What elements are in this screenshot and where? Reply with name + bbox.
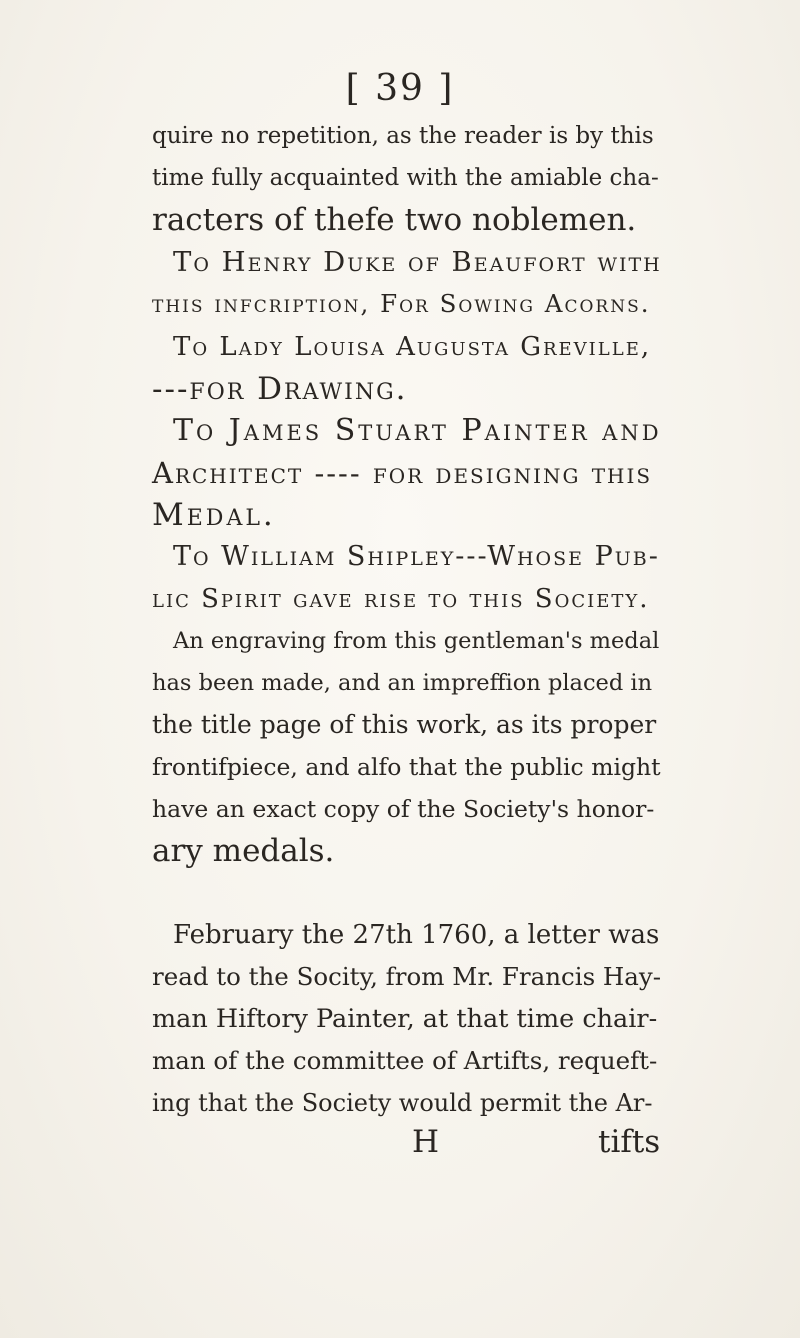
line-text: Medal. [152,497,276,533]
text-line-18 [152,831,334,871]
text-line-5 [152,284,651,324]
text-line-10 [152,495,276,535]
text-line-14 [152,663,652,703]
text-line-7 [152,369,408,409]
text-line-21 [152,999,657,1039]
text-line-17 [152,789,654,829]
line-text: has been made, and an impreffion placed in [152,670,653,696]
line-text: lic Spirit gave rise to this Society. [152,584,650,614]
text-line-12 [152,579,650,619]
text-line-19 [173,915,659,955]
line-text: man Hiftory Painter, at that time chair- [152,1004,658,1034]
line-text: read to the Socity, from Mr. Francis Hay- [152,962,662,991]
line-text: racters of thefe two noblemen. [152,202,637,238]
line-text: quire no repetition, as the reader is by this [152,123,654,149]
line-text: February the 27th 1760, a letter was [173,920,660,950]
line-text: To Lady Louisa Augusta Greville, [173,332,652,362]
text-line-13 [173,621,659,661]
text-line-11 [173,537,660,577]
line-text: Architect ---- for designing this [152,456,653,490]
text-line-6 [173,327,651,367]
line-text: frontifpiece, and alfo that the public might [152,753,661,781]
text-line-15 [152,705,656,745]
page-number-header: [ 39 ] [345,68,455,109]
signature-mark: H [412,1124,440,1160]
line-text: man of the committee of Artifts, requeft- [152,1046,658,1075]
text-line-23 [152,1083,653,1123]
line-text: To Henry Duke of Beaufort with [173,246,662,278]
line-text: ---for Drawing. [152,371,408,407]
text-line-20 [152,957,661,997]
text-line-9 [152,453,652,493]
line-text: An engraving from this gentleman's medal [173,628,660,654]
text-line-1 [152,116,660,156]
text-line-2 [152,158,660,198]
text-line-8 [173,411,662,451]
line-text: To William Shipley---Whose Pub- [173,541,660,572]
text-line-4 [173,242,662,282]
line-text: time fully acquainted with the amiable cha- [152,165,659,191]
line-text: have an exact copy of the Society's honor- [152,795,655,823]
line-text: To James Stuart Painter and [173,413,662,448]
line-text: ing that the Society would permit the Ar- [152,1089,653,1117]
text-line-16 [152,747,661,787]
text-line-22 [152,1041,657,1081]
line-text: ary medals. [152,833,335,869]
line-text: the title page of this work, as its proper [152,710,657,739]
line-text: this infcription, For Sowing Acorns. [152,289,651,318]
text-line-3 [152,200,636,240]
catchword: tifts [598,1124,661,1160]
